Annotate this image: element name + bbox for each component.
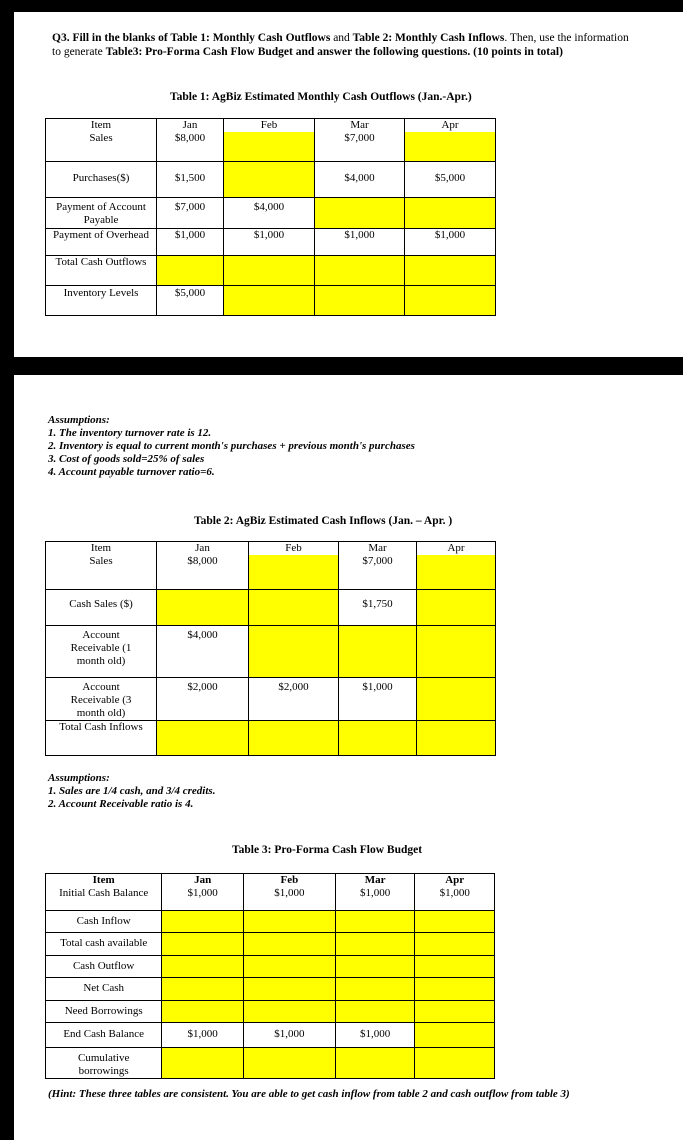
table2-total-mar-blank — [339, 721, 417, 756]
table1-sales-mar: $7,000 — [344, 132, 375, 144]
table3-endcash-feb: $1,000 — [243, 1023, 335, 1048]
table1-overhead-mar: $1,000 — [315, 229, 405, 256]
table2-header-apr: Apr — [447, 542, 465, 554]
table2-ar3-mar: $1,000 — [339, 678, 417, 721]
table3-available-jan-blank — [162, 933, 244, 956]
table2-row-total — [46, 721, 496, 756]
assumption2-item: 1. Sales are 1/4 cash, and 3/4 credits. — [48, 785, 216, 797]
table2-header-row — [46, 542, 496, 590]
table1-row-total — [46, 256, 496, 286]
assumptions2-heading: Assumptions: — [48, 772, 110, 784]
table3-cumulative-feb-blank — [243, 1048, 335, 1079]
table3-initial-apr: $1,000 — [439, 887, 470, 899]
table1-total-jan-blank — [157, 256, 224, 286]
table3-apr-cell — [415, 874, 495, 911]
table3-cumulative-apr-blank — [415, 1048, 495, 1079]
table2-label-ar1: Account Receivable (1 month old) — [46, 626, 157, 678]
table1-overhead-apr: $1,000 — [405, 229, 496, 256]
table2-ar1-feb-blank — [249, 626, 339, 678]
table2-mar-cell — [339, 542, 417, 590]
assumption1-item: 3. Cost of goods sold=25% of sales — [48, 453, 205, 465]
table3-initial-feb: $1,000 — [274, 887, 305, 899]
table3-available-apr-blank — [415, 933, 495, 956]
table3-outflow-feb-blank — [243, 956, 335, 978]
table1-payable-jan: $7,000 — [157, 198, 224, 229]
table2-feb-cell — [249, 542, 339, 590]
table3-row-outflow — [46, 956, 495, 978]
table2-sales-mar: $7,000 — [362, 555, 393, 567]
table2-sales-feb-blank — [249, 555, 338, 589]
table1-label-inventory: Inventory Levels — [46, 286, 157, 316]
table2-total-jan-blank — [157, 721, 249, 756]
table1-overhead-jan: $1,000 — [157, 229, 224, 256]
table2 — [45, 541, 496, 756]
table1-label-payable: Payment of Account Payable — [46, 198, 157, 229]
question-and: and — [330, 32, 353, 44]
table1-inventory-apr-blank — [405, 286, 496, 316]
table1-payable-apr-blank — [405, 198, 496, 229]
table3-initial-jan: $1,000 — [187, 887, 218, 899]
question-table3-ref: Table3: Pro-Forma Cash Flow Budget and answer the following questions. (10 points in total) — [105, 46, 563, 58]
table3-row-endcash — [46, 1023, 495, 1048]
table1-total-feb-blank — [224, 256, 315, 286]
assumption1-item: 1. The inventory turnover rate is 12. — [48, 427, 212, 439]
table1-title: Table 1: AgBiz Estimated Monthly Cash Outflows (Jan.-Apr.) — [170, 91, 472, 103]
table1-inventory-mar-blank — [315, 286, 405, 316]
table3-header-item: Item — [92, 874, 115, 886]
table3-label-inflow: Cash Inflow — [46, 911, 162, 933]
hint-text: (Hint: These three tables are consistent. You are able to get cash inflow from table 2 and cash outflow from table 3) — [48, 1088, 570, 1100]
table2-ar1-jan: $4,000 — [157, 626, 249, 678]
assumption1-item: 2. Inventory is equal to current month's purchases + previous month's purchases — [48, 440, 415, 452]
table3-header-apr: Apr — [445, 874, 465, 886]
table3-label-borrowings: Need Borrowings — [46, 1001, 162, 1023]
table2-ar3-apr-blank — [417, 678, 496, 721]
table2-total-feb-blank — [249, 721, 339, 756]
table1-payable-feb: $4,000 — [224, 198, 315, 229]
table3-row-inflow — [46, 911, 495, 933]
table3-row-cumulative — [46, 1048, 495, 1079]
table1-label-total: Total Cash Outflows — [46, 256, 157, 286]
assumptions1-heading: Assumptions: — [48, 414, 110, 426]
question-text — [52, 31, 632, 59]
table1-header-mar: Mar — [350, 119, 369, 131]
table3-jan-cell — [162, 874, 244, 911]
assumption1-item: 4. Account payable turnover ratio=6. — [48, 466, 215, 478]
table2-item-cell — [46, 542, 157, 590]
table3-outflow-apr-blank — [415, 956, 495, 978]
table2-row-ar3 — [46, 678, 496, 721]
table1-header-apr: Apr — [407, 119, 493, 132]
table3-mar-cell — [335, 874, 415, 911]
assumptions2 — [48, 772, 648, 811]
table2-ar3-feb: $2,000 — [249, 678, 339, 721]
table3-borrowings-apr-blank — [415, 1001, 495, 1023]
table3-header-row — [46, 874, 495, 911]
table2-ar3-jan: $2,000 — [157, 678, 249, 721]
table1-row-purchases — [46, 162, 496, 198]
table3-netcash-mar-blank — [335, 978, 415, 1001]
table1-header-item: Item — [90, 119, 112, 131]
table2-label-sales: Sales — [89, 555, 113, 567]
table3-inflow-apr-blank — [415, 911, 495, 933]
table3-header-mar: Mar — [364, 874, 386, 886]
table3-row-borrowings — [46, 1001, 495, 1023]
table2-title: Table 2: AgBiz Estimated Cash Inflows (Jan. – Apr. ) — [194, 515, 453, 527]
table2-row-cashsales — [46, 590, 496, 626]
table2-label-total: Total Cash Inflows — [46, 721, 157, 756]
table3-inflow-jan-blank — [162, 911, 244, 933]
table2-jan-cell — [157, 542, 249, 590]
table3-label-cumulative: Cumulative borrowings — [46, 1048, 162, 1079]
assumptions1 — [48, 414, 648, 479]
table3-outflow-jan-blank — [162, 956, 244, 978]
table3-borrowings-feb-blank — [243, 1001, 335, 1023]
table3-netcash-jan-blank — [162, 978, 244, 1001]
table3-borrowings-jan-blank — [162, 1001, 244, 1023]
table2-cashsales-jan-blank — [157, 590, 249, 626]
table3-label-outflow: Cash Outflow — [46, 956, 162, 978]
table3-endcash-apr-blank — [415, 1023, 495, 1048]
question-mid: . Then, use the information to generate — [52, 32, 629, 58]
table2-header-jan: Jan — [195, 542, 210, 554]
table3-label-initial: Initial Cash Balance — [59, 887, 149, 899]
table1-sales-apr-blank — [405, 132, 495, 161]
table2-ar1-mar-blank — [339, 626, 417, 678]
table2-total-apr-blank — [417, 721, 496, 756]
table1-jan-cell — [157, 119, 224, 162]
table3-label-available: Total cash available — [46, 933, 162, 956]
table2-ar1-apr-blank — [417, 626, 496, 678]
table3-inflow-feb-blank — [243, 911, 335, 933]
table1-label-purchases: Purchases($) — [46, 162, 157, 198]
table1-total-apr-blank — [405, 256, 496, 286]
table1-sales-feb-blank — [224, 132, 314, 161]
table1-payable-mar-blank — [315, 198, 405, 229]
table3-header-feb: Feb — [280, 874, 299, 886]
table3 — [45, 873, 495, 1079]
table3-feb-cell — [243, 874, 335, 911]
table3-item-cell — [46, 874, 162, 911]
table1 — [45, 118, 496, 316]
table1-sales-jan: $8,000 — [174, 132, 206, 144]
table1-header-row — [46, 119, 496, 162]
table3-inflow-mar-blank — [335, 911, 415, 933]
table1-total-mar-blank — [315, 256, 405, 286]
table3-available-mar-blank — [335, 933, 415, 956]
table1-row-payable — [46, 198, 496, 229]
page-top — [14, 12, 683, 357]
table3-cumulative-jan-blank — [162, 1048, 244, 1079]
table1-row-overhead — [46, 229, 496, 256]
table1-overhead-feb: $1,000 — [224, 229, 315, 256]
table3-header-jan: Jan — [194, 874, 212, 886]
table3-borrowings-mar-blank — [335, 1001, 415, 1023]
table1-label-overhead: Payment of Overhead — [46, 229, 157, 256]
table1-purchases-jan: $1,500 — [157, 162, 224, 198]
table1-apr-cell — [405, 119, 496, 162]
table1-purchases-mar: $4,000 — [315, 162, 405, 198]
table2-cashsales-apr-blank — [417, 590, 496, 626]
table3-initial-mar: $1,000 — [359, 887, 391, 899]
table1-mar-cell — [315, 119, 405, 162]
table3-outflow-mar-blank — [335, 956, 415, 978]
table1-header-jan: Jan — [182, 119, 198, 131]
question-table2-ref: Table 2: Monthly Cash Inflows — [352, 32, 505, 44]
table3-label-netcash: Net Cash — [46, 978, 162, 1001]
table1-inventory-feb-blank — [224, 286, 315, 316]
table1-inventory-jan: $5,000 — [157, 286, 224, 316]
table2-sales-apr-blank — [417, 555, 495, 589]
table2-sales-jan: $8,000 — [187, 555, 218, 567]
table2-apr-cell — [417, 542, 496, 590]
table2-row-ar1 — [46, 626, 496, 678]
table3-label-endcash: End Cash Balance — [46, 1023, 162, 1048]
question-prefix: Q3. Fill in the blanks of — [52, 32, 171, 44]
table3-netcash-feb-blank — [243, 978, 335, 1001]
table3-row-netcash — [46, 978, 495, 1001]
table3-netcash-apr-blank — [415, 978, 495, 1001]
table3-endcash-mar: $1,000 — [335, 1023, 415, 1048]
table2-header-item: Item — [90, 542, 112, 554]
table2-cashsales-feb-blank — [249, 590, 339, 626]
table3-title: Table 3: Pro-Forma Cash Flow Budget — [232, 844, 423, 856]
page-bottom — [14, 375, 683, 1140]
assumption2-item: 2. Account Receivable ratio is 4. — [48, 798, 194, 810]
table1-purchases-apr: $5,000 — [405, 162, 496, 198]
table1-label-sales: Sales — [89, 132, 113, 144]
table1-row-inventory — [46, 286, 496, 316]
table2-label-ar3: Account Receivable (3 month old) — [46, 678, 157, 721]
table3-endcash-jan: $1,000 — [162, 1023, 244, 1048]
table3-row-available — [46, 933, 495, 956]
table2-cashsales-mar: $1,750 — [339, 590, 417, 626]
table2-header-feb: Feb — [285, 542, 302, 554]
table3-cumulative-mar-blank — [335, 1048, 415, 1079]
table3-available-feb-blank — [243, 933, 335, 956]
table1-header-feb: Feb — [226, 119, 312, 132]
table2-label-cashsales: Cash Sales ($) — [46, 590, 157, 626]
question-table1-ref: Table 1: Monthly Cash Outflows — [170, 32, 331, 44]
table1-purchases-feb-blank — [224, 162, 315, 198]
table1-item-cell — [46, 119, 157, 162]
table1-feb-cell — [224, 119, 315, 162]
table2-header-mar: Mar — [368, 542, 387, 554]
